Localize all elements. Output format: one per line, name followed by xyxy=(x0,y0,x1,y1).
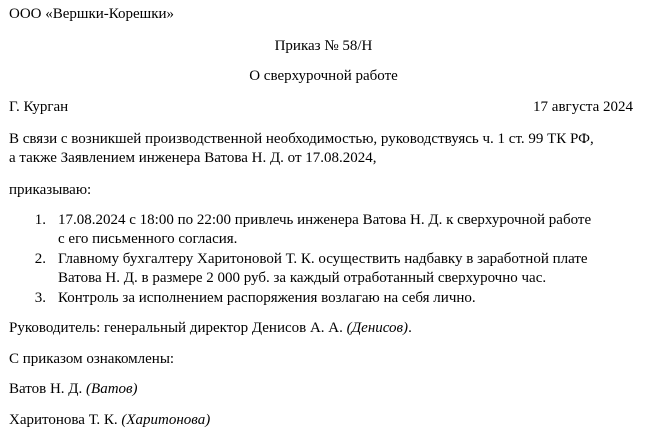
item-text-line-1: 17.08.2024 с 18:00 по 22:00 привлечь инженера Ватова Н. Д. к сверхурочной работе xyxy=(58,212,592,228)
acquainted-person xyxy=(9,410,210,430)
order-word: приказываю: xyxy=(9,182,92,198)
head-signature-text: Руководитель: генеральный директор Денисов А. А. xyxy=(9,320,343,336)
acquainted-name: Ватов Н. Д. xyxy=(9,381,83,397)
item-number: 3. xyxy=(34,290,46,306)
preamble-line-1: В связи с возникшей производственной необходимостью, руководствуясь ч. 1 ст. 99 ТК РФ, xyxy=(9,131,594,147)
order-date: 17 августа 2024 xyxy=(533,99,633,115)
preamble-line-2: а также Заявлением инженера Ватова Н. Д. от 17.08.2024, xyxy=(9,150,377,166)
acquainted-person xyxy=(9,379,138,399)
acquainted-name: Харитонова Т. К. xyxy=(9,412,118,428)
order-city: Г. Курган xyxy=(9,99,69,115)
item-text-line-2: Ватова Н. Д. в размере 2 000 руб. за каждый отработанный сверхурочно час. xyxy=(58,270,547,286)
acquainted-signature: (Харитонова) xyxy=(121,412,211,428)
item-text-line-1: Контроль за исполнением распоряжения возлагаю на себя лично. xyxy=(58,290,476,306)
organization-name: ООО «Вершки-Корешки» xyxy=(9,6,175,22)
head-signature-end: . xyxy=(408,320,412,336)
item-number: 1. xyxy=(34,212,46,228)
order-title: Приказ № 58/Н xyxy=(274,38,373,54)
head-signature: (Денисов) xyxy=(346,320,409,336)
item-text-line-2: с его письменного согласия. xyxy=(58,231,238,247)
item-number: 2. xyxy=(34,251,46,267)
head-signature-line xyxy=(9,318,412,338)
acquainted-signature: (Ватов) xyxy=(86,381,138,397)
item-text-line-1: Главному бухгалтеру Харитоновой Т. К. осуществить надбавку в заработной плате xyxy=(58,251,588,267)
acquainted-label: С приказом ознакомлены: xyxy=(9,351,175,367)
order-subject: О сверхурочной работе xyxy=(249,68,398,84)
